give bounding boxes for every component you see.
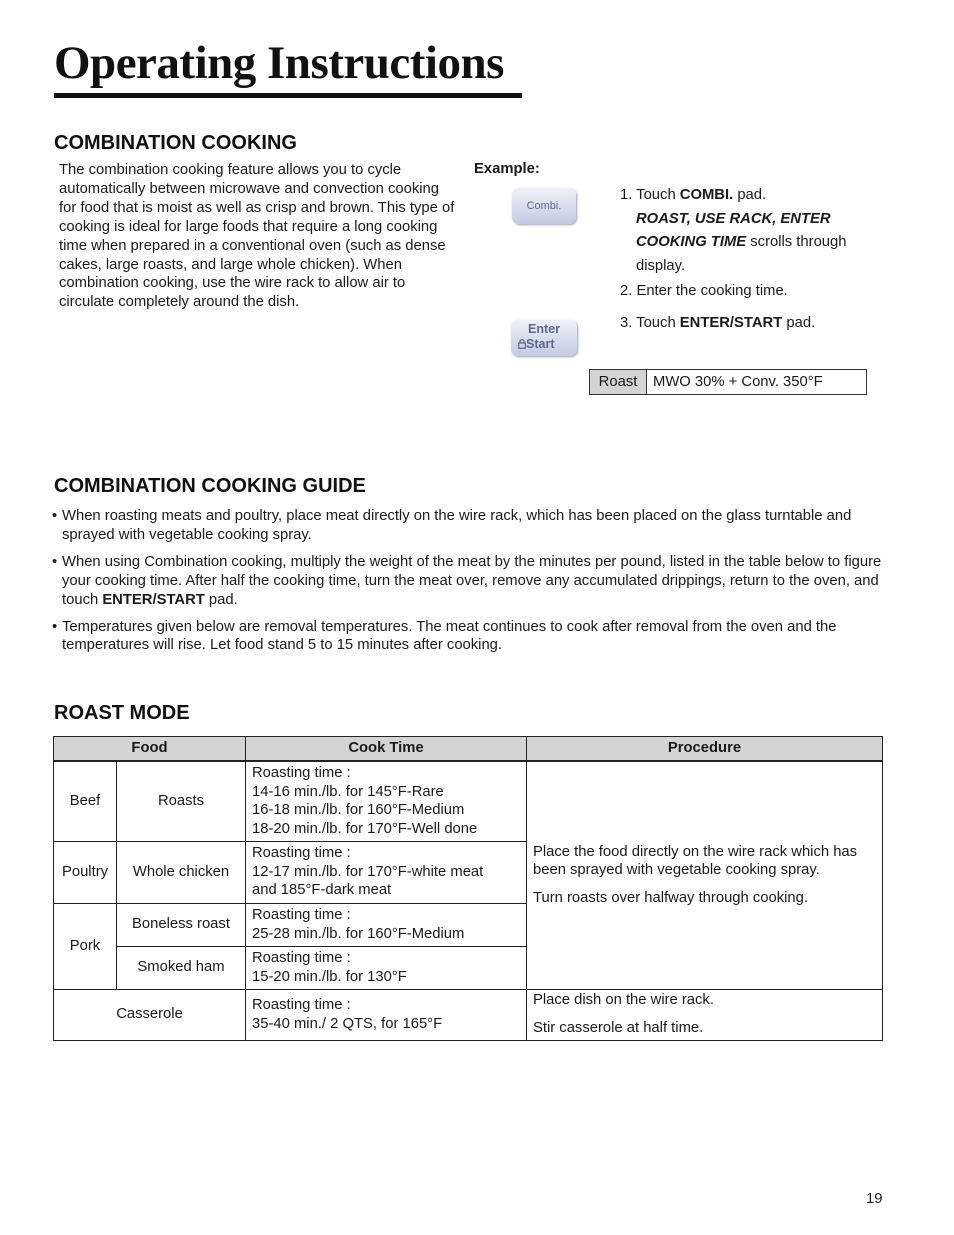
- meat-procedure: Place the food directly on the wire rack which has been sprayed with vegetable cooking spray. Turn roasts over halfway through cooking.: [527, 761, 883, 989]
- guide-bullet-2: • When using Combination cooking, multiply the weight of the meat by the minutes per pound, listed in the table below to figure your cooking time. After half the cooking time, turn the meat over, remove any accumulated drippings, return to the oven, and touch ENTER/START pad.: [52, 553, 886, 610]
- display-mode: Roast: [590, 370, 647, 394]
- combi-pad-label: Combi.: [526, 200, 562, 212]
- casserole-procedure: Place dish on the wire rack. Stir casserole at half time.: [527, 989, 883, 1040]
- guide-bullets: [52, 507, 886, 663]
- guide-bullet-3: • Temperatures given below are removal temperatures. The meat continues to cook after removal from the oven and the temperatures will rise. Let food stand 5 to 15 minutes after cooking.: [52, 618, 886, 656]
- combi-pad: [512, 188, 576, 224]
- poultry-item: Whole chicken: [117, 841, 246, 903]
- header-food: Food: [54, 737, 246, 762]
- table-row: [54, 761, 883, 841]
- header-cook-time: Cook Time: [246, 737, 527, 762]
- step-2: 2. Enter the cooking time.: [620, 283, 788, 299]
- display-readout: [589, 369, 867, 395]
- pork-boneless-item: Boneless roast: [117, 903, 246, 946]
- casserole-cook-time: Roasting time : 35-40 min./ 2 QTS, for 165°F: [246, 989, 527, 1040]
- lock-icon: [518, 339, 526, 349]
- table-header-row: [54, 737, 883, 762]
- casserole-item: Casserole: [54, 989, 246, 1040]
- start-pad-label: Start: [526, 337, 555, 351]
- guide-bullet-1: • When roasting meats and poultry, place meat directly on the wire rack, which has been placed on the glass turntable and sprayed with vegetable cooking spray.: [52, 507, 886, 545]
- beef-cook-time: Roasting time : 14-16 min./lb. for 145°F-Rare 16-18 min./lb. for 160°F-Medium 18-20 min./lb. for 170°F-Well done: [246, 761, 527, 841]
- roast-mode-heading: ROAST MODE: [54, 702, 190, 724]
- enter-pad-label: Enter: [528, 322, 560, 336]
- pork-ham-item: Smoked ham: [117, 946, 246, 989]
- step-1: 1. Touch COMBI. pad.: [620, 187, 767, 203]
- example-label: Example:: [474, 161, 540, 177]
- table-row: [54, 989, 883, 1040]
- combination-cooking-intro: The combination cooking feature allows you to cycle automatically between microwave and convection cooking for food that is moist as well as crisp and brown. This type of cooking is ideal for large foods that require a long cooking time when prepared in a conventional oven (such as dense cakes, large roasts, and large whole chicken). When combination cooking, use the wire rack to allow air to circulate completely around the dish.: [59, 162, 455, 311]
- title-rule: [54, 93, 522, 98]
- page-number: 19: [866, 1191, 883, 1207]
- poultry-cook-time: Roasting time : 12-17 min./lb. for 170°F-white meat and 185°F-dark meat: [246, 841, 527, 903]
- pork-ham-cook-time: Roasting time : 15-20 min./lb. for 130°F: [246, 946, 527, 989]
- display-setting: MWO 30% + Conv. 350°F: [653, 374, 823, 390]
- poultry-category: Poultry: [54, 841, 117, 903]
- page-title: Operating Instructions: [54, 37, 504, 89]
- beef-category: Beef: [54, 761, 117, 841]
- pork-boneless-cook-time: Roasting time : 25-28 min./lb. for 160°F-Medium: [246, 903, 527, 946]
- start-pad-row: [518, 337, 554, 352]
- combination-cooking-heading: COMBINATION COOKING: [54, 132, 297, 154]
- guide-heading: COMBINATION COOKING GUIDE: [54, 475, 366, 497]
- example-steps: [620, 184, 890, 304]
- enter-start-pad: [511, 320, 577, 356]
- header-procedure: Procedure: [527, 737, 883, 762]
- step-3: 3. Touch ENTER/START pad.: [620, 315, 816, 331]
- beef-item: Roasts: [117, 761, 246, 841]
- pork-category: Pork: [54, 903, 117, 989]
- step-1-display: ROAST, USE RACK, ENTER COOKING TIME scrolls through display.: [636, 210, 847, 274]
- roast-mode-table: [53, 736, 883, 1041]
